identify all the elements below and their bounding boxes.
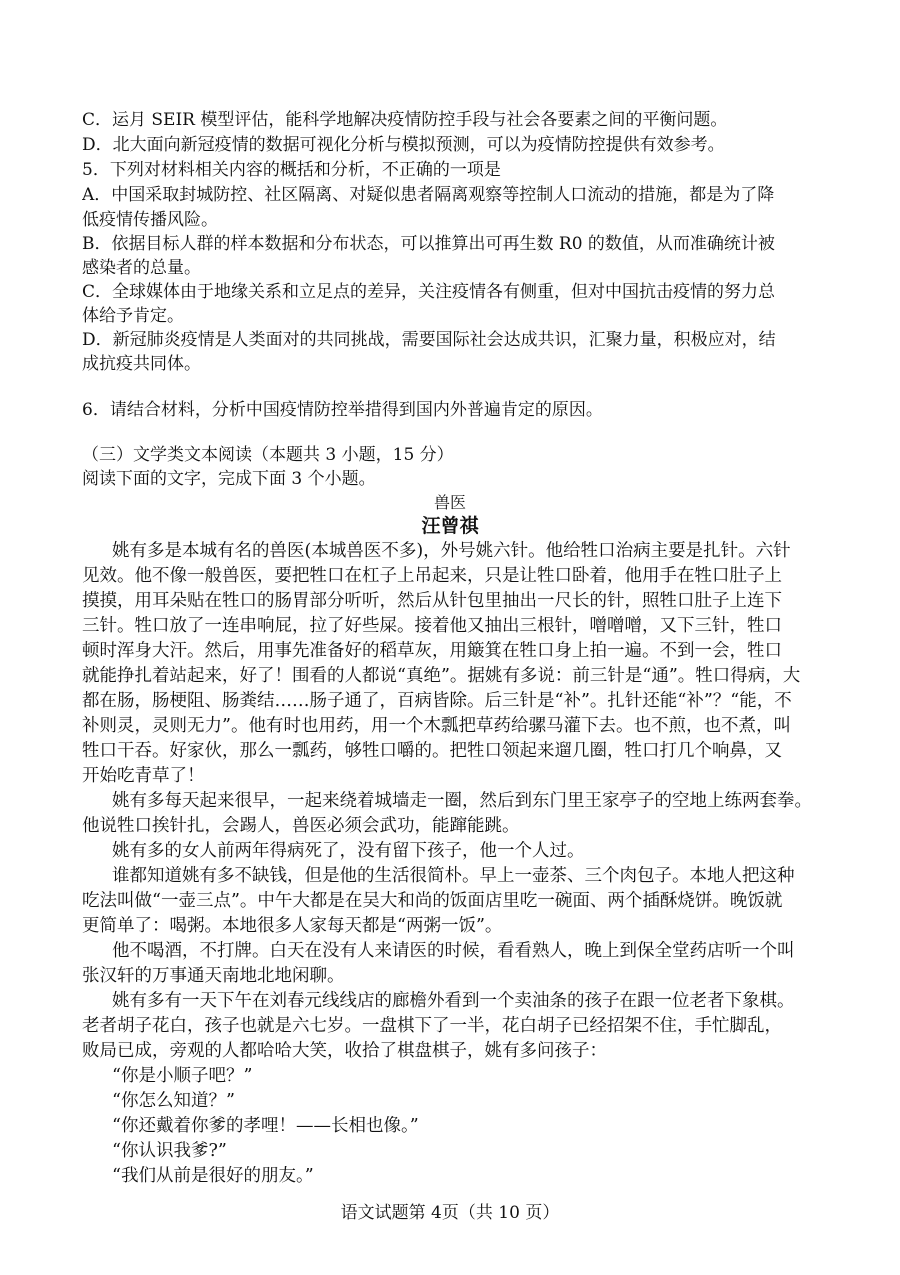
q5-option-d: D．新冠肺炎疫情是人类面对的共同挑战，需要国际社会达成共识，汇聚力量，积极应对，结 bbox=[82, 330, 776, 350]
story-line: 他说牲口挨针扎，会踢人，兽医必须会武功，能蹿能跳。 bbox=[82, 816, 520, 836]
dialogue-line: “你怎么知道？” bbox=[112, 1091, 235, 1111]
section-heading: （三）文学类文本阅读（本题共 3 小题，15 分） bbox=[82, 445, 454, 465]
q5-stem: 5．下列对材料相关内容的概括和分析，不正确的一项是 bbox=[82, 160, 501, 180]
story-title: 兽医 bbox=[433, 493, 466, 512]
q5-option-c: C．全球媒体由于地缘关系和立足点的差异，关注疫情各有侧重，但对中国抗击疫情的努力总 bbox=[82, 282, 776, 302]
story-line: 见效。他不像一般兽医，要把牲口在杠子上吊起来，只是让牲口卧着，他用手在牲口肚子上 bbox=[82, 566, 782, 586]
story-line: 开始吃青草了！ bbox=[82, 766, 205, 786]
story-line: 都在肠，肠梗阻、肠粪结……肠子通了，百病皆除。后三针是“补”。扎针还能“补”？“能，不 bbox=[82, 691, 792, 711]
story-line: 败局已成，旁观的人都哈哈大笑，收拾了棋盘棋子，姚有多问孩子： bbox=[82, 1041, 607, 1061]
story-line: 三针。牲口放了一连串响屁，拉了好些屎。接着他又抽出三根针，噌噌噌，又下三针，牲口 bbox=[82, 616, 782, 636]
story-line: 顿时浑身大汗。然后，用事先准备好的稻草灰，用簸箕在牲口身上拍一遍。不到一会，牲口 bbox=[82, 641, 782, 661]
q6: 6．请结合材料，分析中国疫情防控举措得到国内外普遍肯定的原因。 bbox=[82, 400, 603, 420]
q5-option-d-cont: 成抗疫共同体。 bbox=[82, 354, 201, 374]
story-line: 姚有多每天起来很早，一起来绕着城墙走一圈，然后到东门里王家亭子的空地上练两套拳。 bbox=[112, 791, 812, 811]
story-line: 张汉轩的万事通天南地北地闲聊。 bbox=[82, 966, 345, 986]
story-line: 姚有多有一天下午在刘春元线线店的廊檐外看到一个卖油条的孩子在跟一位老者下象棋。 bbox=[112, 991, 795, 1011]
q5-option-a-cont: 低疫情传播风险。 bbox=[82, 210, 218, 230]
story-line: 吃法叫做“一壶三点”。中午大都是在吴大和尚的饭面店里吃一碗面、两个插酥烧饼。晚饭就 bbox=[82, 891, 783, 911]
section-instruction: 阅读下面的文字，完成下面 3 个小题。 bbox=[82, 469, 376, 489]
q5-option-b-cont: 感染者的总量。 bbox=[82, 258, 201, 278]
story-line: 就能挣扎着站起来，好了！围看的人都说“真绝”。据姚有多说：前三针是“通”。牲口得病，大 bbox=[82, 666, 801, 686]
story-line: 摸摸，用耳朵贴在牲口的肠胃部分听听，然后从针包里抽出一尺长的针，照牲口肚子上连下 bbox=[82, 591, 782, 611]
story-line: 更简单了：喝粥。本地很多人家每天都是“两粥一饭”。 bbox=[82, 916, 503, 936]
story-line: 牲口干吞。好家伙，那么一瓢药，够牲口嚼的。把牲口领起来遛几圈，牲口打几个响鼻，又 bbox=[82, 741, 782, 761]
page-footer: 语文试题第 4页（共 10 页） bbox=[340, 1203, 560, 1223]
dialogue-line: “我们从前是很好的朋友。” bbox=[112, 1166, 314, 1186]
story-line: 补则灵，灵则无力”。他有时也用药，用一个木瓢把草药给骡马灌下去。也不煎，也不煮，叫 bbox=[82, 716, 791, 736]
story-line: 谁都知道姚有多不缺钱，但是他的生活很简朴。早上一壶茶、三个肉包子。本地人把这种 bbox=[112, 866, 795, 886]
dialogue-line: “你认识我爹?” bbox=[112, 1141, 227, 1161]
story-line: 他不喝酒，不打牌。白天在没有人来请医的时候，看看熟人，晚上到保全堂药店听一个叫 bbox=[112, 941, 795, 961]
story-line: 老者胡子花白，孩子也就是六七岁。一盘棋下了一半，花白胡子已经招架不住，手忙脚乱， bbox=[82, 1016, 782, 1036]
dialogue-line: “你是小顺子吧？” bbox=[112, 1066, 253, 1086]
q5-option-b: B．依据目标人群的样本数据和分布状态，可以推算出可再生数 R0 的数值，从而准确统计被 bbox=[82, 234, 775, 254]
dialogue-line: “你还戴着你爹的孝哩！——长相也像。” bbox=[112, 1116, 419, 1136]
story-line: 姚有多是本城有名的兽医(本城兽医不多)，外号姚六针。他给牲口治病主要是扎针。六针 bbox=[112, 541, 791, 561]
q4-option-c: C．运月 SEIR 模型评估，能科学地解决疫情防控手段与社会各要素之间的平衡问题。 bbox=[82, 110, 728, 130]
story-line: 姚有多的女人前两年得病死了，没有留下孩子，他一个人过。 bbox=[112, 841, 585, 861]
story-author: 汪曾祺 bbox=[421, 515, 479, 537]
q5-option-a: A．中国采取封城防控、社区隔离、对疑似患者隔离观察等控制人口流动的措施，都是为了降 bbox=[82, 185, 775, 205]
q4-option-d: D．北大面向新冠疫情的数据可视化分析与模拟预测，可以为疫情防控提供有效参考。 bbox=[82, 135, 725, 155]
q5-option-c-cont: 体给予肯定。 bbox=[82, 306, 184, 326]
